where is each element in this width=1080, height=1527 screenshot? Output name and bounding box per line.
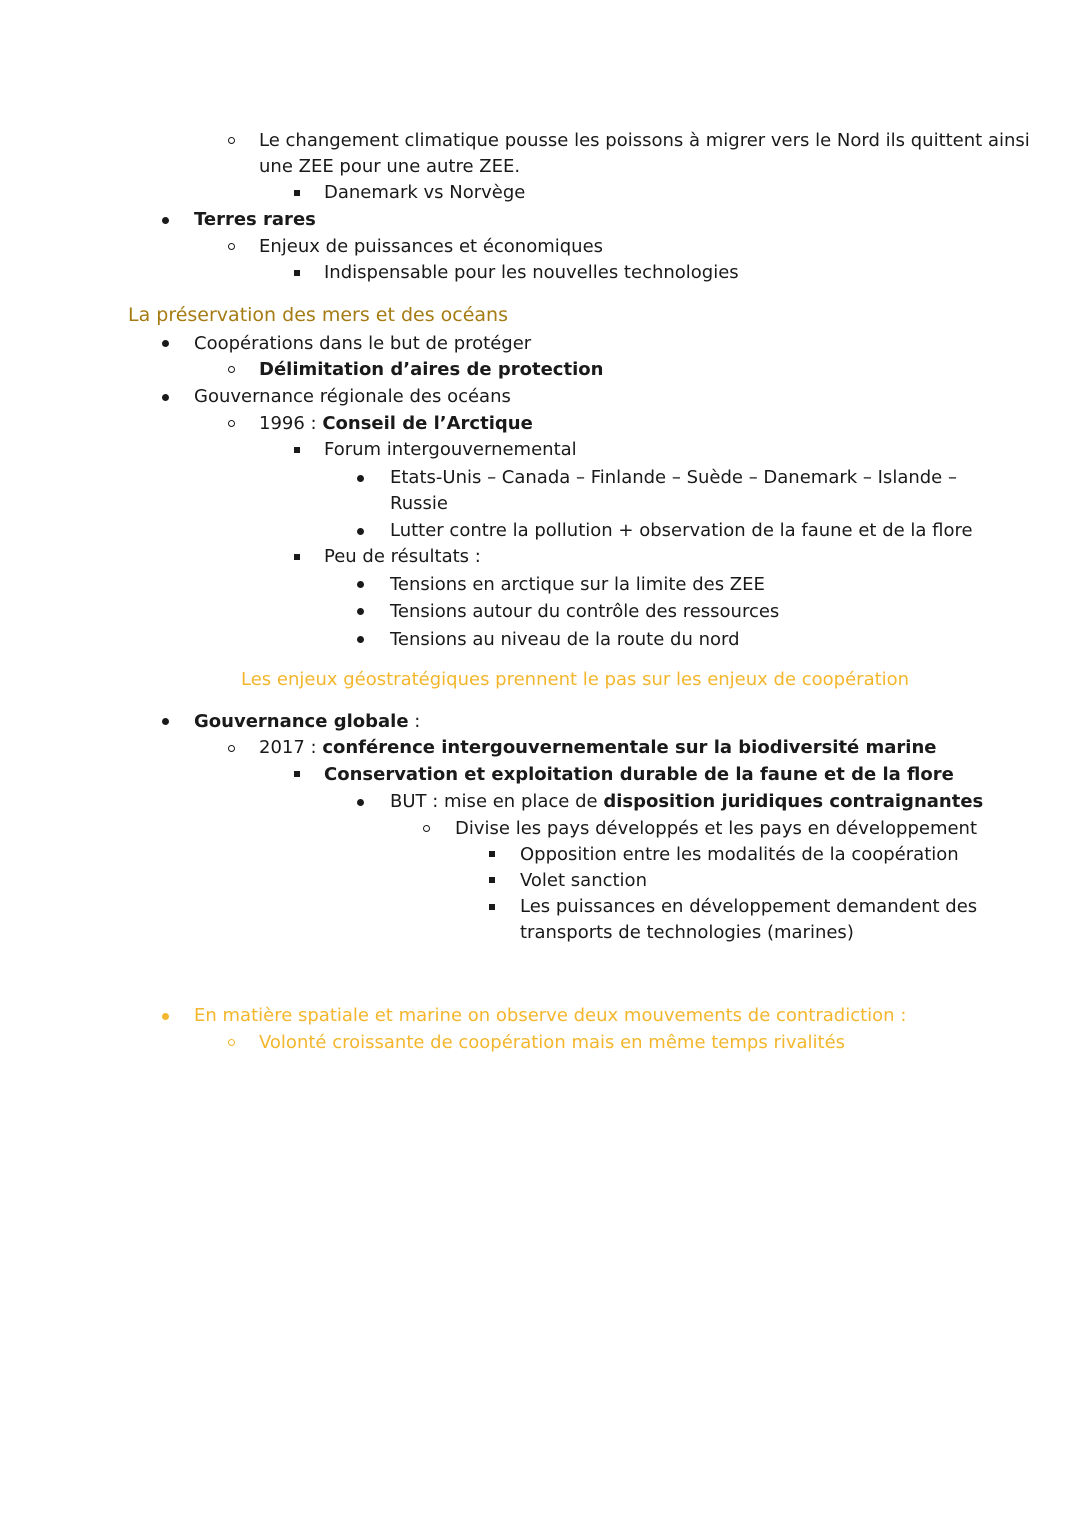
- divide-point: Les puissances en développement demandent des: [520, 896, 978, 917]
- conference-name: conférence intergouvernementale sur la biodiversité marine: [322, 737, 937, 758]
- conservation-item: Conservation et exploitation durable de la faune et de la flore: [324, 764, 954, 785]
- divide-point: Volet sanction: [520, 870, 647, 891]
- section-heading: La préservation des mers et des océans: [128, 304, 508, 326]
- zee-line-2: une ZEE pour une autre ZEE.: [259, 156, 521, 177]
- forum-item: Forum intergouvernemental: [324, 439, 577, 460]
- members-line-2: Russie: [390, 493, 448, 514]
- square-bullet-icon: [489, 851, 495, 857]
- arctic-council-item: [259, 411, 533, 437]
- tension-item: Tensions autour du contrôle des ressources: [390, 601, 780, 622]
- disc-bullet-icon: [357, 608, 364, 615]
- square-bullet-icon: [294, 554, 300, 560]
- zee-example: Danemark vs Norvège: [324, 182, 526, 203]
- divide-item: Divise les pays développés et les pays en développement: [455, 818, 978, 839]
- global-governance-item: [194, 709, 420, 735]
- highlight-note: Les enjeux géostratégiques prennent le pas sur les enjeux de coopération: [241, 669, 910, 690]
- disc-bullet-icon: [357, 799, 364, 806]
- square-bullet-icon: [294, 771, 300, 777]
- few-results-item: Peu de résultats :: [324, 546, 481, 567]
- circle-bullet-icon: [228, 243, 235, 250]
- disc-bullet-icon: [357, 475, 364, 482]
- arctic-council-name: Conseil de l’Arctique: [322, 413, 533, 434]
- arctic-year: 1996 :: [259, 413, 323, 434]
- rare-stakes: Enjeux de puissances et économiques: [259, 236, 604, 257]
- disc-bullet-icon: [357, 636, 364, 643]
- disc-bullet-icon: [357, 581, 364, 588]
- tension-item: Tensions au niveau de la route du nord: [390, 629, 740, 650]
- goal-item: [390, 789, 983, 815]
- divide-point-continuation: transports de technologies (marines): [520, 922, 854, 943]
- divide-point: Opposition entre les modalités de la coopération: [520, 844, 959, 865]
- rare-earths-label: Terres rares: [194, 209, 316, 230]
- tension-item: Tensions en arctique sur la limite des ZEE: [390, 574, 765, 595]
- goal-bold: disposition juridiques contraignantes: [603, 791, 984, 812]
- conference-year: 2017 :: [259, 737, 323, 758]
- disc-bullet-icon: [162, 217, 169, 224]
- conclusion-line: En matière spatiale et marine on observe deux mouvements de contradiction :: [194, 1005, 907, 1026]
- rare-detail: Indispensable pour les nouvelles technologies: [324, 262, 739, 283]
- members-line-1: Etats-Unis – Canada – Finlande – Suède – Danemark – Islande –: [390, 467, 957, 488]
- circle-bullet-icon: [228, 745, 235, 752]
- circle-bullet-icon: [228, 1039, 235, 1046]
- square-bullet-icon: [294, 270, 300, 276]
- global-governance-label: Gouvernance globale: [194, 711, 409, 732]
- square-bullet-icon: [294, 447, 300, 453]
- circle-bullet-icon: [423, 825, 430, 832]
- goal-prefix: BUT : mise en place de: [390, 791, 604, 812]
- cooperation-item: Coopérations dans le but de protéger: [194, 333, 532, 354]
- disc-bullet-icon: [162, 340, 169, 347]
- forum-goal: Lutter contre la pollution + observation de la faune et de la flore: [390, 520, 973, 541]
- zee-line-1: Le changement climatique pousse les poissons à migrer vers le Nord ils quittent ainsi: [259, 130, 1030, 151]
- disc-bullet-icon: [162, 1013, 169, 1020]
- square-bullet-icon: [294, 190, 300, 196]
- circle-bullet-icon: [228, 420, 235, 427]
- disc-bullet-icon: [162, 394, 169, 401]
- circle-bullet-icon: [228, 137, 235, 144]
- circle-bullet-icon: [228, 366, 235, 373]
- disc-bullet-icon: [357, 528, 364, 535]
- disc-bullet-icon: [162, 718, 169, 725]
- conclusion-sub: Volonté croissante de coopération mais en même temps rivalités: [259, 1032, 846, 1053]
- conference-item: [259, 735, 937, 761]
- delimitation-item: Délimitation d’aires de protection: [259, 359, 604, 380]
- global-governance-suffix: :: [408, 711, 421, 732]
- square-bullet-icon: [489, 904, 495, 910]
- square-bullet-icon: [489, 877, 495, 883]
- regional-governance-item: Gouvernance régionale des océans: [194, 386, 511, 407]
